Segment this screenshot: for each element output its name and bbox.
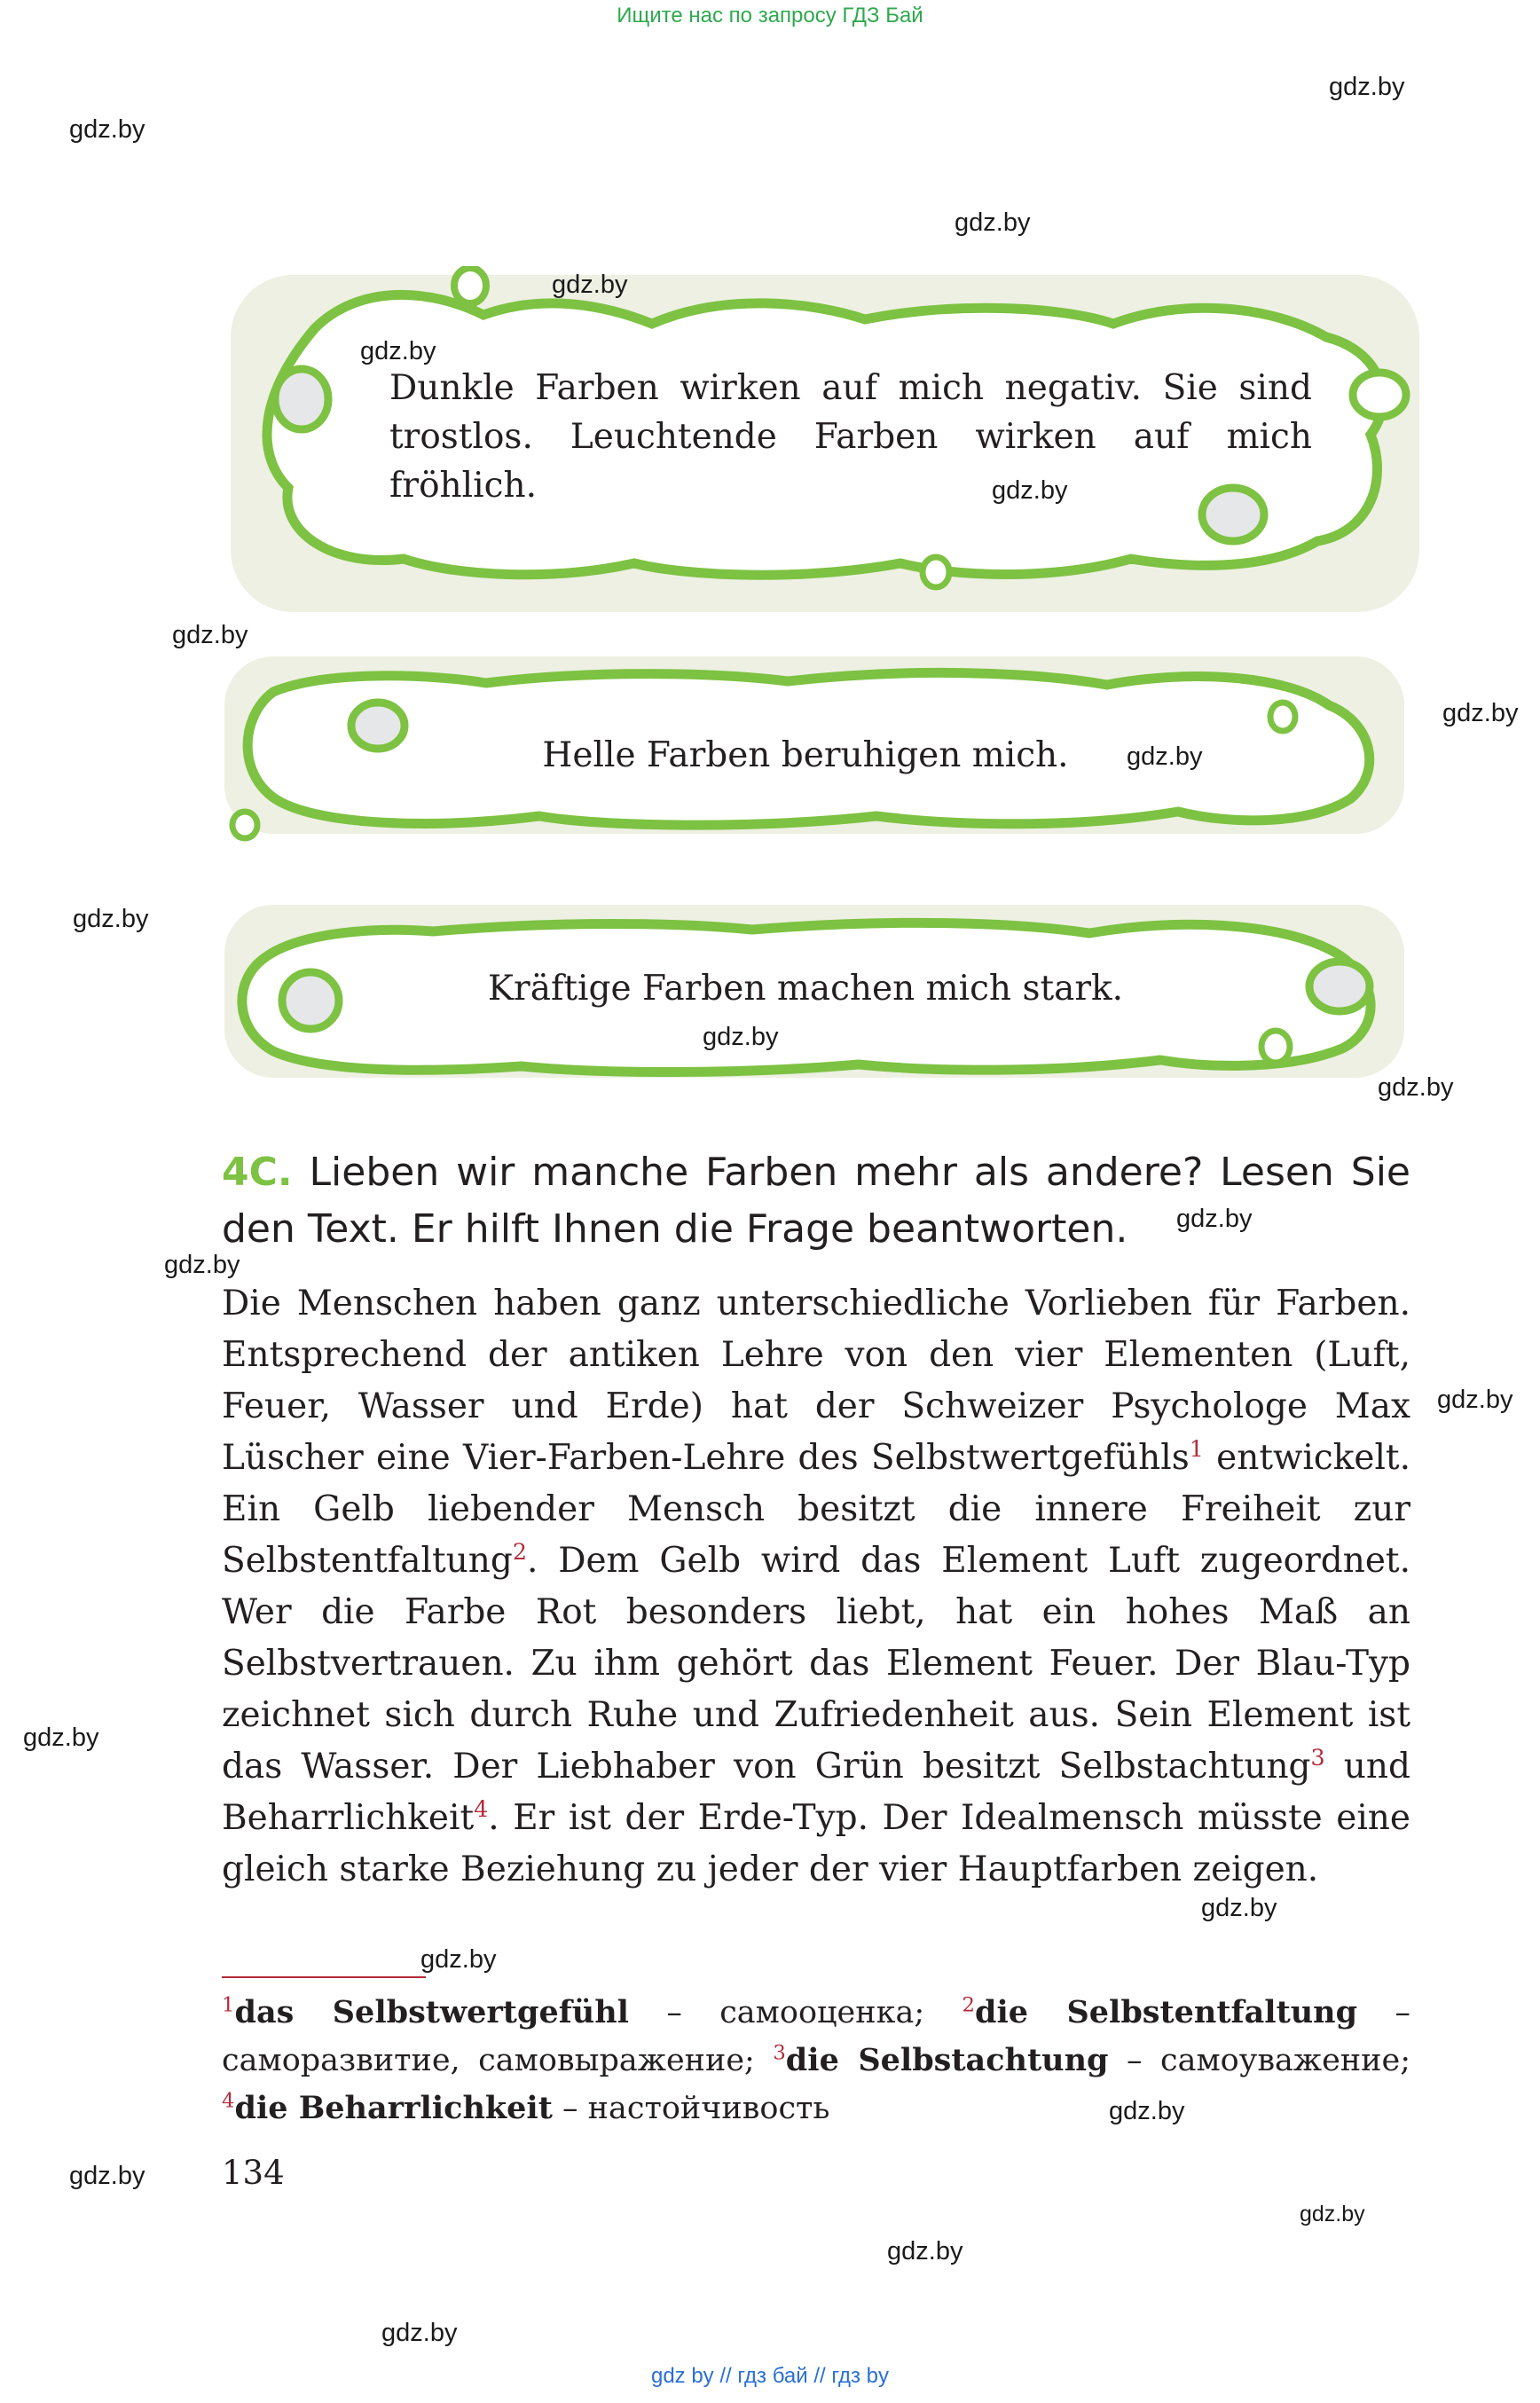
- body-segment: . Er ist der Erde-Typ. Der Idealmensch müsste eine gleich starke Beziehung zu jeder der vier Hauptfarben zeigen.: [222, 1798, 1410, 1889]
- footnote-number: 1: [222, 1993, 235, 2017]
- footnote-term: das Selbstwertgefühl: [234, 1994, 629, 2030]
- watermark: gdz.by: [172, 621, 248, 649]
- page-number: 134: [222, 2154, 285, 2192]
- body-segment: Die Menschen haben ganz unterschiedliche Vorlieben für Farben. Entsprechend der antiken Lehre von den vier Elementen (Luft, Feuer, Wasser und Erde) hat der Schweizer Psychologe Max Lüscher eine Vier-Farben-Lehre des Selbstwertgefühls: [222, 1284, 1410, 1478]
- watermark: gdz.by: [420, 1945, 497, 1974]
- bubble-text-1: Dunkle Farben wirken auf mich negativ. Sie sind trostlos. Leuchtende Farben wirken auf mich fröhlich.: [389, 368, 1312, 506]
- task-text: Lieben wir manche Farben mehr als andere? Lesen Sie den Text. Er hilft Ihnen die Frage beantworten.: [222, 1150, 1410, 1252]
- footnote-term: die Beharrlichkeit: [234, 2090, 553, 2126]
- footnote-number: 4: [222, 2089, 235, 2113]
- footnote-divider: [222, 1976, 426, 1978]
- footnote-ref-3: 3: [1310, 1744, 1325, 1771]
- watermark: gdz.by: [1300, 2202, 1365, 2226]
- bubble-text-3: Kräftige Farben machen mich stark.: [487, 969, 1124, 1009]
- footnote-translation: – самоуважение;: [1108, 2043, 1410, 2078]
- footnote-number: 3: [773, 2041, 786, 2065]
- watermark: gdz.by: [992, 476, 1068, 505]
- watermark: gdz.by: [164, 1251, 240, 1279]
- watermark: gdz.by: [1329, 73, 1405, 101]
- watermark: gdz.by: [1176, 1205, 1253, 1233]
- task-number: 4C.: [222, 1150, 293, 1195]
- footnote-translation: – самооценка;: [628, 1995, 962, 2030]
- watermark: gdz.by: [955, 208, 1031, 237]
- search-hint: Ищите нас по запросу ГДЗ Бай: [617, 4, 923, 27]
- footnote-translation: – настойчивость: [552, 2091, 830, 2126]
- speech-bubble-3: [220, 905, 1409, 1095]
- body-text: [222, 1278, 1410, 1896]
- watermark: gdz.by: [703, 1023, 779, 1051]
- footnotes: [222, 1989, 1410, 2132]
- speech-bubble-2: [220, 656, 1409, 847]
- footnote-translation: – саморазвитие, самовыражение;: [222, 1995, 1410, 2078]
- watermark: gdz.by: [887, 2237, 963, 2266]
- footnote-ref-1: 1: [1189, 1435, 1204, 1462]
- speech-bubble-1: [226, 266, 1424, 616]
- watermark: gdz.by: [1437, 1386, 1513, 1414]
- watermark: gdz.by: [360, 337, 436, 365]
- footnote-ref-2: 2: [512, 1538, 527, 1565]
- watermark: gdz.by: [69, 2162, 145, 2190]
- bubble-text-2: Helle Farben beruhigen mich.: [542, 735, 1069, 775]
- body-segment: entwickelt. Ein Gelb liebender Mensch besitzt die innere Freiheit zur Selbstentfaltung: [222, 1438, 1410, 1581]
- watermark: gdz.by: [1109, 2097, 1185, 2125]
- watermark: gdz.by: [23, 1724, 99, 1752]
- watermark: gdz.by: [69, 115, 145, 144]
- footnote-number: 2: [962, 1993, 975, 2017]
- footnote-term: die Selbstentfaltung: [975, 1994, 1358, 2030]
- footnote-term: die Selbstachtung: [785, 2042, 1109, 2078]
- body-segment: und Beharrlichkeit: [222, 1747, 1410, 1838]
- watermark: gdz.by: [552, 271, 628, 299]
- task-heading: [222, 1144, 1410, 1258]
- watermark: gdz.by: [73, 905, 149, 933]
- footnote-ref-4: 4: [474, 1795, 489, 1822]
- watermark: gdz.by: [1378, 1073, 1454, 1102]
- body-segment: . Dem Gelb wird das Element Luft zugeordnet. Wer die Farbe Rot besonders liebt, hat ein hohes Maß an Selbstvertrauen. Zu ihm gehört das Element Feuer. Der Blau-Typ zeichnet sich durch Ruhe und Zufriedenheit aus. Sein Element ist das Wasser. Der Liebhaber von Grün besitzt Selbstachtung: [222, 1541, 1410, 1787]
- watermark: gdz.by: [1201, 1894, 1277, 1922]
- watermark: gdz.by: [1442, 699, 1519, 727]
- watermark: gdz.by: [381, 2319, 458, 2347]
- watermark: gdz.by: [1127, 742, 1203, 771]
- footer-links[interactable]: gdz by // гдз бай // гдз by: [650, 2364, 890, 2388]
